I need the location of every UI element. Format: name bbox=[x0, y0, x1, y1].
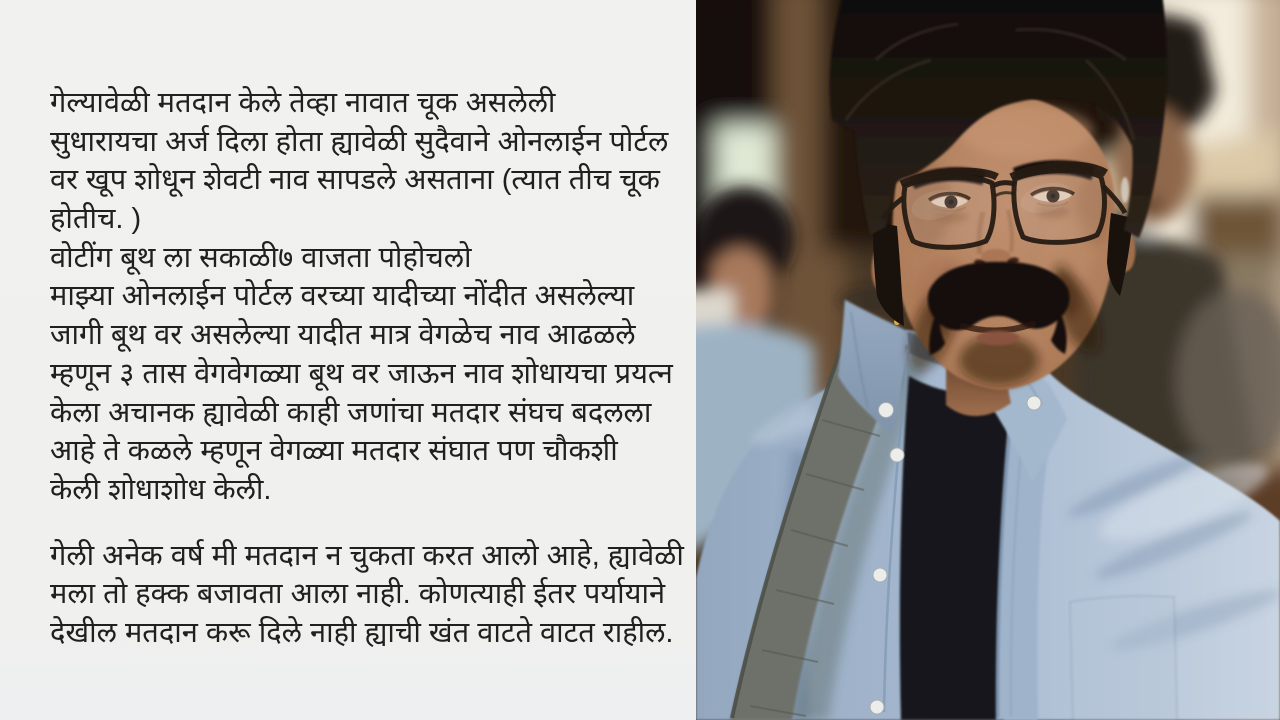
post-text bbox=[50, 84, 690, 653]
post-line: आहे ते कळले म्हणून वेगळ्या मतदार संघात पण चौकशी bbox=[50, 435, 618, 468]
paragraph-2 bbox=[50, 537, 690, 653]
post-line: जागी बूथ वर असलेल्या यादीत मात्र वेगळेच नाव आढळले bbox=[50, 319, 636, 352]
post-line: देखील मतदान करू दिले नाही ह्याची खंत वाटते वाटत राहील. bbox=[50, 616, 674, 649]
post-line: गेली अनेक वर्ष मी मतदान न चुकता करत आलो आहे, ह्यावेळी bbox=[50, 539, 684, 572]
post-line: मला तो हक्क बजावता आला नाही. कोणत्याही ईतर पर्यायाने bbox=[50, 578, 666, 611]
post-line: वर खूप शोधून शेवटी नाव सापडले असताना (त्यात तीच चूक bbox=[50, 164, 660, 197]
post-line: सुधारायचा अर्ज दिला होता ह्यावेळी सुदैवाने ओनलाईन पोर्टल bbox=[50, 125, 669, 158]
post-line: होतीच. ) bbox=[50, 203, 142, 236]
post-line: गेल्यावेळी मतदान केले तेव्हा नावात चूक असलेली bbox=[50, 87, 556, 119]
background-light-sliver bbox=[1121, 177, 1129, 203]
chest-pocket bbox=[1070, 596, 1177, 720]
photo-panel bbox=[696, 0, 1280, 720]
photo-illustration bbox=[696, 0, 1280, 720]
post-line: म्हणून ३ तास वेगवेगळ्या बूथ वर जाऊन नाव शोधायचा प्रयत्न bbox=[50, 357, 673, 390]
post-line: केली शोधाशोध केली. bbox=[50, 473, 272, 506]
post-line: माझ्या ओनलाईन पोर्टल वरच्या यादीच्या नोंदीत असलेल्या bbox=[50, 280, 635, 313]
post-line: वोटींग बूथ ला सकाळी७ वाजता पोहोचलो bbox=[50, 241, 472, 274]
post-line: केला अचानक ह्यावेळी काही जणांचा मतदार संघच बदलला bbox=[50, 396, 652, 429]
paragraph-1 bbox=[50, 84, 690, 510]
